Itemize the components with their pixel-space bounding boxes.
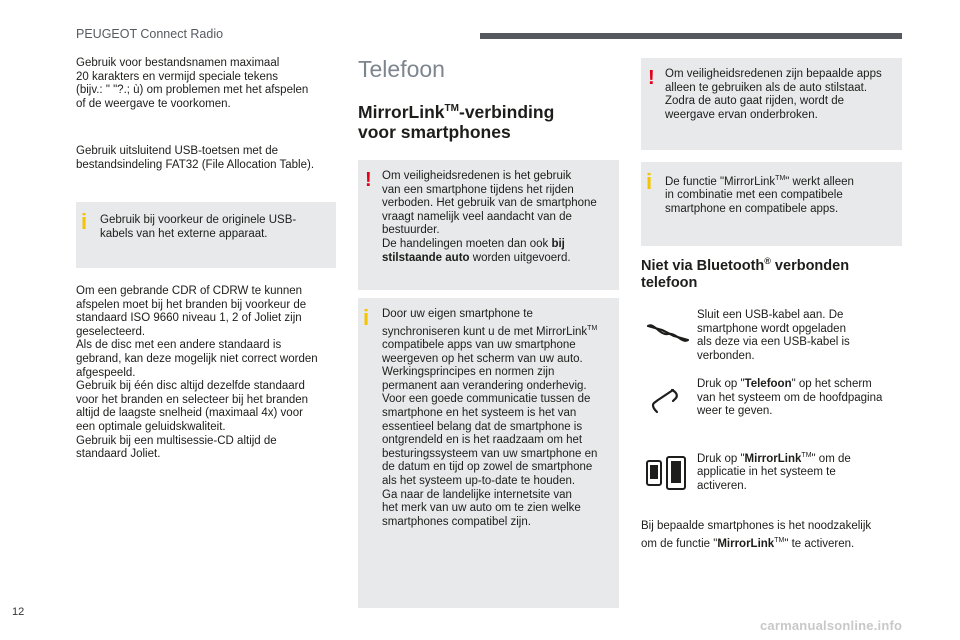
right-warning-box bbox=[641, 58, 902, 150]
text-line: weergave ervan onderbroken. bbox=[665, 108, 818, 121]
text-line: standaard ISO 9660 niveau 1, 2 of Joliet zijn bbox=[76, 312, 302, 325]
text-line: Ga naar de landelijke internetsite van bbox=[382, 488, 572, 501]
info-icon: i bbox=[646, 169, 653, 194]
text-line: weergeven op het scherm van uw auto. bbox=[382, 352, 583, 365]
final-paragraph bbox=[641, 520, 906, 551]
text-line: Door uw eigen smartphone te bbox=[382, 308, 533, 320]
text-line bbox=[382, 322, 611, 339]
text-line: compatibele apps van uw smartphone bbox=[382, 339, 576, 352]
text-line: Gebruik bij voorkeur de originele USB- bbox=[100, 214, 297, 226]
text-line: verboden. Het gebruik van de smartphone bbox=[382, 197, 597, 210]
text-line: applicatie in het systeem te bbox=[697, 466, 836, 479]
text-span: " om de bbox=[811, 452, 851, 465]
info-icon: i bbox=[81, 209, 88, 234]
telephone-icon bbox=[650, 386, 680, 416]
text-line: Om veiligheidsredenen is het gebruik bbox=[382, 170, 572, 182]
middle-warning-box bbox=[358, 160, 619, 290]
text-line: standaard Joliet. bbox=[76, 448, 161, 461]
text-line: weer te geven. bbox=[697, 405, 773, 418]
middle-info-box bbox=[358, 298, 619, 608]
heading-text: -verbinding bbox=[459, 102, 555, 122]
bold-text: MirrorLink bbox=[717, 537, 775, 550]
text-line: bestandsindeling FAT32 (File Allocation Table). bbox=[76, 158, 315, 171]
trademark: TM bbox=[775, 175, 786, 182]
text-line: geselecteerd. bbox=[76, 325, 146, 338]
heading-text: telefoon bbox=[641, 275, 698, 291]
text-line: van het systeem om de hoofdpagina bbox=[697, 391, 883, 404]
bold-text: MirrorLink bbox=[744, 452, 802, 465]
text-line: vraagt namelijk veel aandacht van de bbox=[382, 210, 572, 223]
registered-mark: ® bbox=[764, 256, 771, 267]
warning-text bbox=[665, 68, 894, 122]
text-line: smartphones compatibel zijn. bbox=[382, 515, 531, 528]
text-line: Voor een goede communicatie tussen de bbox=[382, 393, 591, 406]
text-span: De handelingen moeten dan ook bbox=[382, 237, 549, 250]
text-line: Gebruik bij een multisessie-CD altijd de bbox=[76, 434, 277, 447]
text-line: Om een gebrande CDR of CDRW te kunnen bbox=[76, 285, 303, 297]
text-line: essentieel belang dat de smartphone is bbox=[382, 420, 583, 433]
text-line: voor het branden en selecteer bij het branden bbox=[76, 393, 309, 406]
text-line: alleen te gebruiken als de auto stilstaat. bbox=[665, 81, 868, 94]
usb-cable-icon bbox=[644, 318, 692, 348]
warning-icon: ! bbox=[365, 169, 372, 191]
text-span: " te activeren. bbox=[784, 537, 855, 550]
text-line: gebrand, kan deze mogelijk niet correct worden bbox=[76, 352, 318, 365]
step-2-text bbox=[697, 378, 907, 419]
text-line: activeren. bbox=[697, 480, 747, 493]
text-line: 20 karakters en vermijd speciale tekens bbox=[76, 70, 278, 83]
mirrorlink-heading bbox=[358, 102, 618, 142]
left-info-box bbox=[76, 202, 336, 268]
bluetooth-heading bbox=[641, 258, 901, 292]
text-span: om de functie " bbox=[641, 537, 718, 550]
text-span: " op het scherm bbox=[791, 378, 872, 390]
text-line: Bij bepaalde smartphones is het noodzakelijk bbox=[641, 520, 872, 532]
text-line: Gebruik bij één disc altijd dezelfde standaard bbox=[76, 380, 305, 393]
text-line: Als de disc met een andere standaard is bbox=[76, 339, 282, 352]
text-line: altijd de laagste snelheid (maximaal 4x) voor bbox=[76, 407, 303, 420]
left-paragraph-3 bbox=[76, 285, 346, 462]
info-text bbox=[665, 172, 894, 217]
text-line: een optimale geluidskwaliteit. bbox=[76, 420, 226, 433]
text-line: smartphone wordt opgeladen bbox=[697, 322, 846, 335]
trademark: TM bbox=[444, 103, 459, 115]
text-span: worden uitgevoerd. bbox=[469, 251, 571, 264]
text-line: (bijv.: " "?.; ù) om problemen met het afspelen bbox=[76, 84, 309, 97]
heading-text: verbonden bbox=[770, 258, 850, 274]
text-line: permanent aan verandering onderhevig. bbox=[382, 379, 587, 392]
text-line: als deze via een USB-kabel is bbox=[697, 336, 850, 349]
step-1-text bbox=[697, 309, 907, 363]
text-line bbox=[665, 172, 894, 189]
text-span: De functie "MirrorLink bbox=[665, 175, 776, 188]
text-span: Druk op " bbox=[697, 452, 745, 465]
text-line: Om veiligheidsredenen zijn bepaalde apps bbox=[665, 68, 882, 80]
text-line: Zodra de auto gaat rijden, wordt de bbox=[665, 95, 845, 108]
left-paragraph-2 bbox=[76, 145, 346, 172]
trademark: TM bbox=[587, 324, 598, 332]
warning-text bbox=[382, 170, 611, 265]
text-line: afgespeeld. bbox=[76, 366, 136, 379]
text-line: in combinatie met een compatibele bbox=[665, 189, 843, 202]
text-line: het merk van uw auto om te zien welke bbox=[382, 502, 581, 515]
heading-text: MirrorLink bbox=[358, 102, 445, 122]
text-line bbox=[382, 252, 611, 266]
text-line: verbonden. bbox=[697, 349, 755, 362]
warning-icon: ! bbox=[648, 67, 655, 89]
text-line: ontgrendeld en is het raadzaam om het bbox=[382, 434, 583, 447]
trademark: TM bbox=[774, 536, 785, 544]
heading-text: voor smartphones bbox=[358, 122, 511, 142]
text-line: kabels van het externe apparaat. bbox=[100, 227, 268, 240]
section-title: Telefoon bbox=[358, 56, 445, 82]
text-line: smartphone en compatibele apps. bbox=[665, 203, 839, 216]
info-text bbox=[100, 214, 328, 241]
trademark: TM bbox=[801, 452, 812, 459]
header-bar bbox=[480, 33, 902, 39]
heading-text: Niet via Bluetooth bbox=[641, 258, 765, 274]
text-line bbox=[382, 238, 611, 252]
bold-text: bij bbox=[551, 237, 565, 250]
info-text bbox=[382, 308, 611, 529]
text-line: Gebruik voor bestandsnamen maximaal bbox=[76, 57, 280, 69]
bold-text: Telefoon bbox=[744, 378, 792, 390]
text-line bbox=[641, 534, 906, 551]
text-line: besturingssysteem van uw smartphone en bbox=[382, 447, 598, 460]
text-line bbox=[697, 378, 907, 392]
step-3-text bbox=[697, 449, 907, 494]
text-span: Druk op " bbox=[697, 378, 745, 390]
watermark: carmanualsonline.info bbox=[760, 618, 903, 633]
text-line: Gebruik uitsluitend USB-toetsen met de bbox=[76, 145, 278, 157]
bold-text: stilstaande auto bbox=[382, 251, 470, 264]
text-span: synchroniseren kunt u de met MirrorLink bbox=[382, 325, 588, 338]
text-line: van een smartphone tijdens het rijden bbox=[382, 183, 574, 196]
left-paragraph-1 bbox=[76, 57, 346, 111]
text-line: afspelen moet bij het branden bij voorkeur de bbox=[76, 298, 307, 311]
header-title: PEUGEOT Connect Radio bbox=[76, 27, 224, 41]
text-line: smartphone en het systeem is het van bbox=[382, 406, 577, 419]
info-icon: i bbox=[363, 305, 370, 330]
text-line: of de weergave te voorkomen. bbox=[76, 97, 231, 110]
text-line bbox=[697, 449, 907, 466]
page-number: 12 bbox=[12, 606, 25, 618]
text-line: de datum en tijd op zowel de smartphone bbox=[382, 461, 593, 474]
mirrorlink-icon bbox=[645, 455, 687, 491]
right-info-box bbox=[641, 162, 902, 246]
text-span: " werkt alleen bbox=[785, 175, 854, 188]
text-line: Werkingsprincipes en normen zijn bbox=[382, 366, 555, 379]
text-line: Sluit een USB-kabel aan. De bbox=[697, 309, 844, 321]
text-line: als het systeem up-to-date te houden. bbox=[382, 474, 576, 487]
text-line: bestuurder. bbox=[382, 224, 440, 237]
